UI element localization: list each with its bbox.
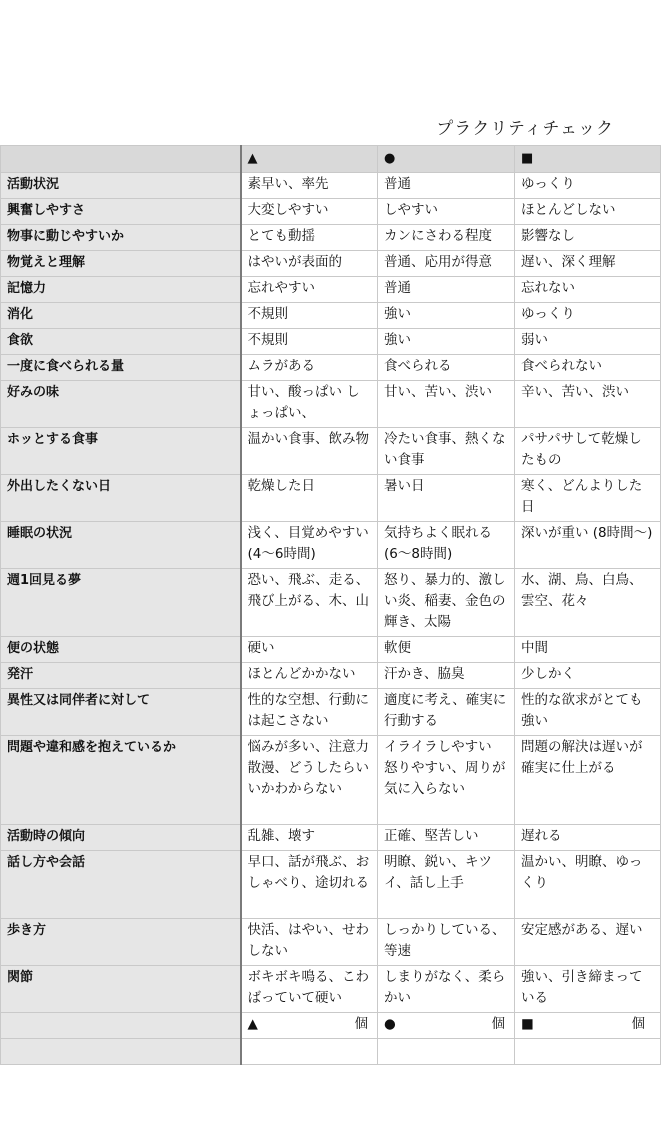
row-label: 異性又は同伴者に対して [1, 689, 241, 736]
table-row [1, 736, 661, 825]
triangle-icon: ▲ [247, 1016, 258, 1032]
vata-cell: 性的な空想、行動には起こさない [241, 689, 378, 736]
kapha-cell: 深いが重い (8時間〜) [515, 522, 661, 569]
vata-cell: 不規則 [241, 329, 378, 355]
pitta-cell: 甘い、苦い、渋い [378, 381, 515, 428]
table-row [1, 428, 661, 475]
pitta-cell: しっかりしている、等速 [378, 919, 515, 966]
vata-cell: 快活、はやい、せわしない [241, 919, 378, 966]
kapha-cell: 少しかく [515, 663, 661, 689]
vata-cell: ボキボキ鳴る、こわばっていて硬い [241, 966, 378, 1013]
vata-cell: 早口、話が飛ぶ、おしゃべり、途切れる [241, 851, 378, 919]
tally-pitta-cell[interactable] [378, 1013, 515, 1039]
pitta-cell: 明瞭、鋭い、キツイ、話し上手 [378, 851, 515, 919]
header-vata-cell [241, 146, 378, 173]
table-row [1, 475, 661, 522]
kapha-cell: 弱い [515, 329, 661, 355]
unit-label: 個 [631, 1016, 645, 1032]
kapha-cell: 温かい、明瞭、ゆっくり [515, 851, 661, 919]
pitta-cell: イライラしやすい 怒りやすい、周りが気に入らない [378, 736, 515, 825]
vata-cell: 温かい食事、飲み物 [241, 428, 378, 475]
row-label: 興奮しやすさ [1, 199, 241, 225]
vata-cell: 不規則 [241, 303, 378, 329]
row-label: 歩き方 [1, 919, 241, 966]
vata-cell: 素早い、率先 [241, 173, 378, 199]
kapha-cell: ゆっくり [515, 303, 661, 329]
kapha-cell: 強い、引き締まっている [515, 966, 661, 1013]
pitta-cell: 食べられる [378, 355, 515, 381]
kapha-cell: 辛い、苦い、渋い [515, 381, 661, 428]
blank-row [1, 1039, 661, 1065]
row-label: 問題や違和感を抱えているか [1, 736, 241, 825]
vata-cell: 悩みが多い、注意力散漫、どうしたらいいかわからない [241, 736, 378, 825]
pitta-cell: しまりがなく、柔らかい [378, 966, 515, 1013]
table-row [1, 381, 661, 428]
pitta-cell: 正確、堅苦しい [378, 825, 515, 851]
vata-cell: とても動揺 [241, 225, 378, 251]
table-row [1, 637, 661, 663]
row-label: 食欲 [1, 329, 241, 355]
kapha-cell: 安定感がある、遅い [515, 919, 661, 966]
table-row [1, 825, 661, 851]
tally-label-cell [1, 1013, 241, 1039]
kapha-cell: 忘れない [515, 277, 661, 303]
kapha-cell: ほとんどしない [515, 199, 661, 225]
row-label: 週1回見る夢 [1, 569, 241, 637]
table-row [1, 689, 661, 736]
vata-cell: 乱雑、壊す [241, 825, 378, 851]
pitta-cell: 普通 [378, 173, 515, 199]
row-label: 便の状態 [1, 637, 241, 663]
kapha-cell: 寒く、どんよりした日 [515, 475, 661, 522]
kapha-cell: ゆっくり [515, 173, 661, 199]
kapha-cell: 食べられない [515, 355, 661, 381]
pitta-cell: 暑い日 [378, 475, 515, 522]
kapha-cell: 問題の解決は遅いが確実に仕上がる [515, 736, 661, 825]
vata-cell: 硬い [241, 637, 378, 663]
vata-cell: はやいが表面的 [241, 251, 378, 277]
blank-label-cell [1, 1039, 241, 1065]
row-label: 外出したくない日 [1, 475, 241, 522]
vata-cell: 大変しやすい [241, 199, 378, 225]
table-row [1, 277, 661, 303]
header-label-cell [1, 146, 241, 173]
vata-cell: ムラがある [241, 355, 378, 381]
blank-cell[interactable] [241, 1039, 378, 1065]
tally-row [1, 1013, 661, 1039]
row-label: 活動状況 [1, 173, 241, 199]
row-label: 消化 [1, 303, 241, 329]
vata-cell: 乾燥した日 [241, 475, 378, 522]
blank-cell[interactable] [515, 1039, 661, 1065]
vata-cell: 浅く、目覚めやすい(4〜6時間) [241, 522, 378, 569]
row-label: 物事に動じやすいか [1, 225, 241, 251]
table-row [1, 522, 661, 569]
unit-label: 個 [354, 1016, 368, 1032]
pitta-cell: 気持ちよく眠れる(6〜8時間) [378, 522, 515, 569]
kapha-cell: 中間 [515, 637, 661, 663]
triangle-icon: ▲ [247, 151, 258, 166]
table-row [1, 663, 661, 689]
row-label: ホッとする食事 [1, 428, 241, 475]
tally-vata-cell[interactable] [241, 1013, 378, 1039]
tally-kapha-cell[interactable] [515, 1013, 661, 1039]
table-row [1, 303, 661, 329]
vata-cell: ほとんどかかない [241, 663, 378, 689]
pitta-cell: 軟便 [378, 637, 515, 663]
prakriti-table [0, 145, 661, 1065]
row-label: 睡眠の状況 [1, 522, 241, 569]
table-row [1, 173, 661, 199]
table-row [1, 199, 661, 225]
vata-cell: 恐い、飛ぶ、走る、飛び上がる、木、山 [241, 569, 378, 637]
pitta-cell: 普通、応用が得意 [378, 251, 515, 277]
page-title: プラクリティチェック [436, 119, 614, 139]
kapha-cell: 遅い、深く理解 [515, 251, 661, 277]
table-row [1, 225, 661, 251]
row-label: 関節 [1, 966, 241, 1013]
header-row [1, 146, 661, 173]
circle-icon: ● [384, 151, 396, 166]
row-label: 活動時の傾向 [1, 825, 241, 851]
square-icon: ■ [521, 151, 534, 166]
pitta-cell: しやすい [378, 199, 515, 225]
blank-cell[interactable] [378, 1039, 515, 1065]
header-kapha-cell [515, 146, 661, 173]
pitta-cell: 冷たい食事、熱くない食事 [378, 428, 515, 475]
vata-cell: 忘れやすい [241, 277, 378, 303]
row-label: 発汗 [1, 663, 241, 689]
row-label: 一度に食べられる量 [1, 355, 241, 381]
pitta-cell: 適度に考え、確実に行動する [378, 689, 515, 736]
kapha-cell: 遅れる [515, 825, 661, 851]
pitta-cell: 怒り、暴力的、激しい炎、稲妻、金色の輝き、太陽 [378, 569, 515, 637]
header-pitta-cell [378, 146, 515, 173]
square-icon: ■ [521, 1016, 534, 1032]
pitta-cell: 強い [378, 303, 515, 329]
row-label: 物覚えと理解 [1, 251, 241, 277]
table-row [1, 851, 661, 919]
table-row [1, 329, 661, 355]
circle-icon: ● [384, 1016, 396, 1032]
row-label: 好みの味 [1, 381, 241, 428]
table-row [1, 569, 661, 637]
table-row [1, 919, 661, 966]
pitta-cell: 強い [378, 329, 515, 355]
table-row [1, 355, 661, 381]
kapha-cell: 水、湖、鳥、白鳥、雲空、花々 [515, 569, 661, 637]
kapha-cell: 性的な欲求がとても強い [515, 689, 661, 736]
row-label: 記憶力 [1, 277, 241, 303]
table-row [1, 251, 661, 277]
unit-label: 個 [491, 1016, 505, 1032]
kapha-cell: 影響なし [515, 225, 661, 251]
table-row [1, 966, 661, 1013]
pitta-cell: カンにさわる程度 [378, 225, 515, 251]
pitta-cell: 普通 [378, 277, 515, 303]
vata-cell: 甘い、酸っぱい しょっぱい、 [241, 381, 378, 428]
pitta-cell: 汗かき、脇臭 [378, 663, 515, 689]
row-label: 話し方や会話 [1, 851, 241, 919]
kapha-cell: パサパサして乾燥したもの [515, 428, 661, 475]
